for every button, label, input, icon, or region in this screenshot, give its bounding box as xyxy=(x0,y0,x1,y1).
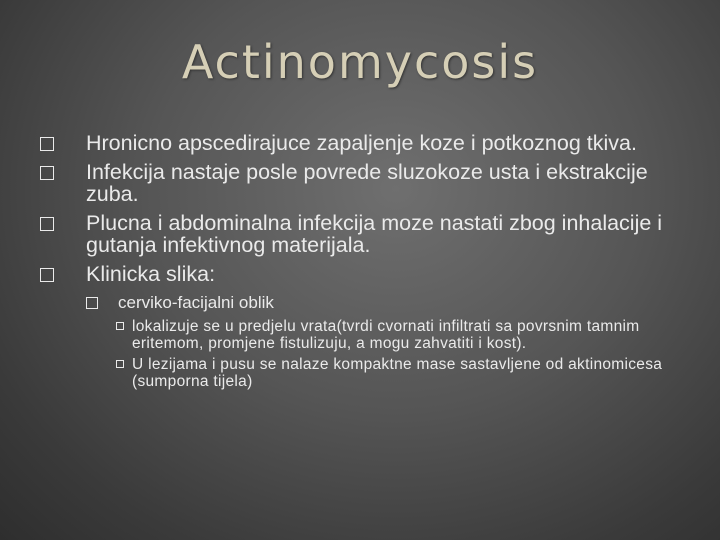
square-bullet-icon xyxy=(40,268,54,282)
sub-sub-bullet-text: U lezijama i pusu se nalaze kompaktne mase sastavljene od aktinomicesa (sumporna tijela) xyxy=(132,356,663,390)
bullet-text: Plucna i abdominalna infekcija moze nastati zbog inhalacije i gutanja infektivnog materijala. xyxy=(86,211,663,257)
bullet-text: Klinicka slika: xyxy=(86,262,216,286)
square-bullet-icon xyxy=(40,166,54,180)
sub-bullet-item xyxy=(40,293,690,312)
slide-content xyxy=(40,132,690,394)
square-bullet-icon xyxy=(40,137,54,151)
bullet-item xyxy=(40,263,690,285)
title-box xyxy=(181,30,539,94)
bullet-item xyxy=(40,212,690,256)
small-square-bullet-icon xyxy=(116,360,124,368)
bullet-text: Hronicno apscedirajuce zapaljenje koze i potkoznog tkiva. xyxy=(86,131,637,155)
sub-sub-bullet-text: lokalizuje se u predjelu vrata(tvrdi cvornati infiltrati sa povrsnim tamnim eritemom, promjene fistulizuju, a mogu zahvatiti i kost). xyxy=(132,318,640,352)
sub-sub-bullet-item xyxy=(40,318,690,352)
bullet-text: Infekcija nastaje posle povrede sluzokoze usta i ekstrakcije zuba. xyxy=(86,160,648,206)
sub-sub-bullet-item xyxy=(40,356,690,390)
bullet-item xyxy=(40,161,690,205)
small-square-bullet-icon xyxy=(116,322,124,330)
square-bullet-icon xyxy=(86,297,98,309)
sub-bullet-text: cerviko-facijalni oblik xyxy=(118,293,274,312)
bullet-item xyxy=(40,132,690,154)
square-bullet-icon xyxy=(40,217,54,231)
slide-title: Actinomycosis xyxy=(181,35,539,89)
